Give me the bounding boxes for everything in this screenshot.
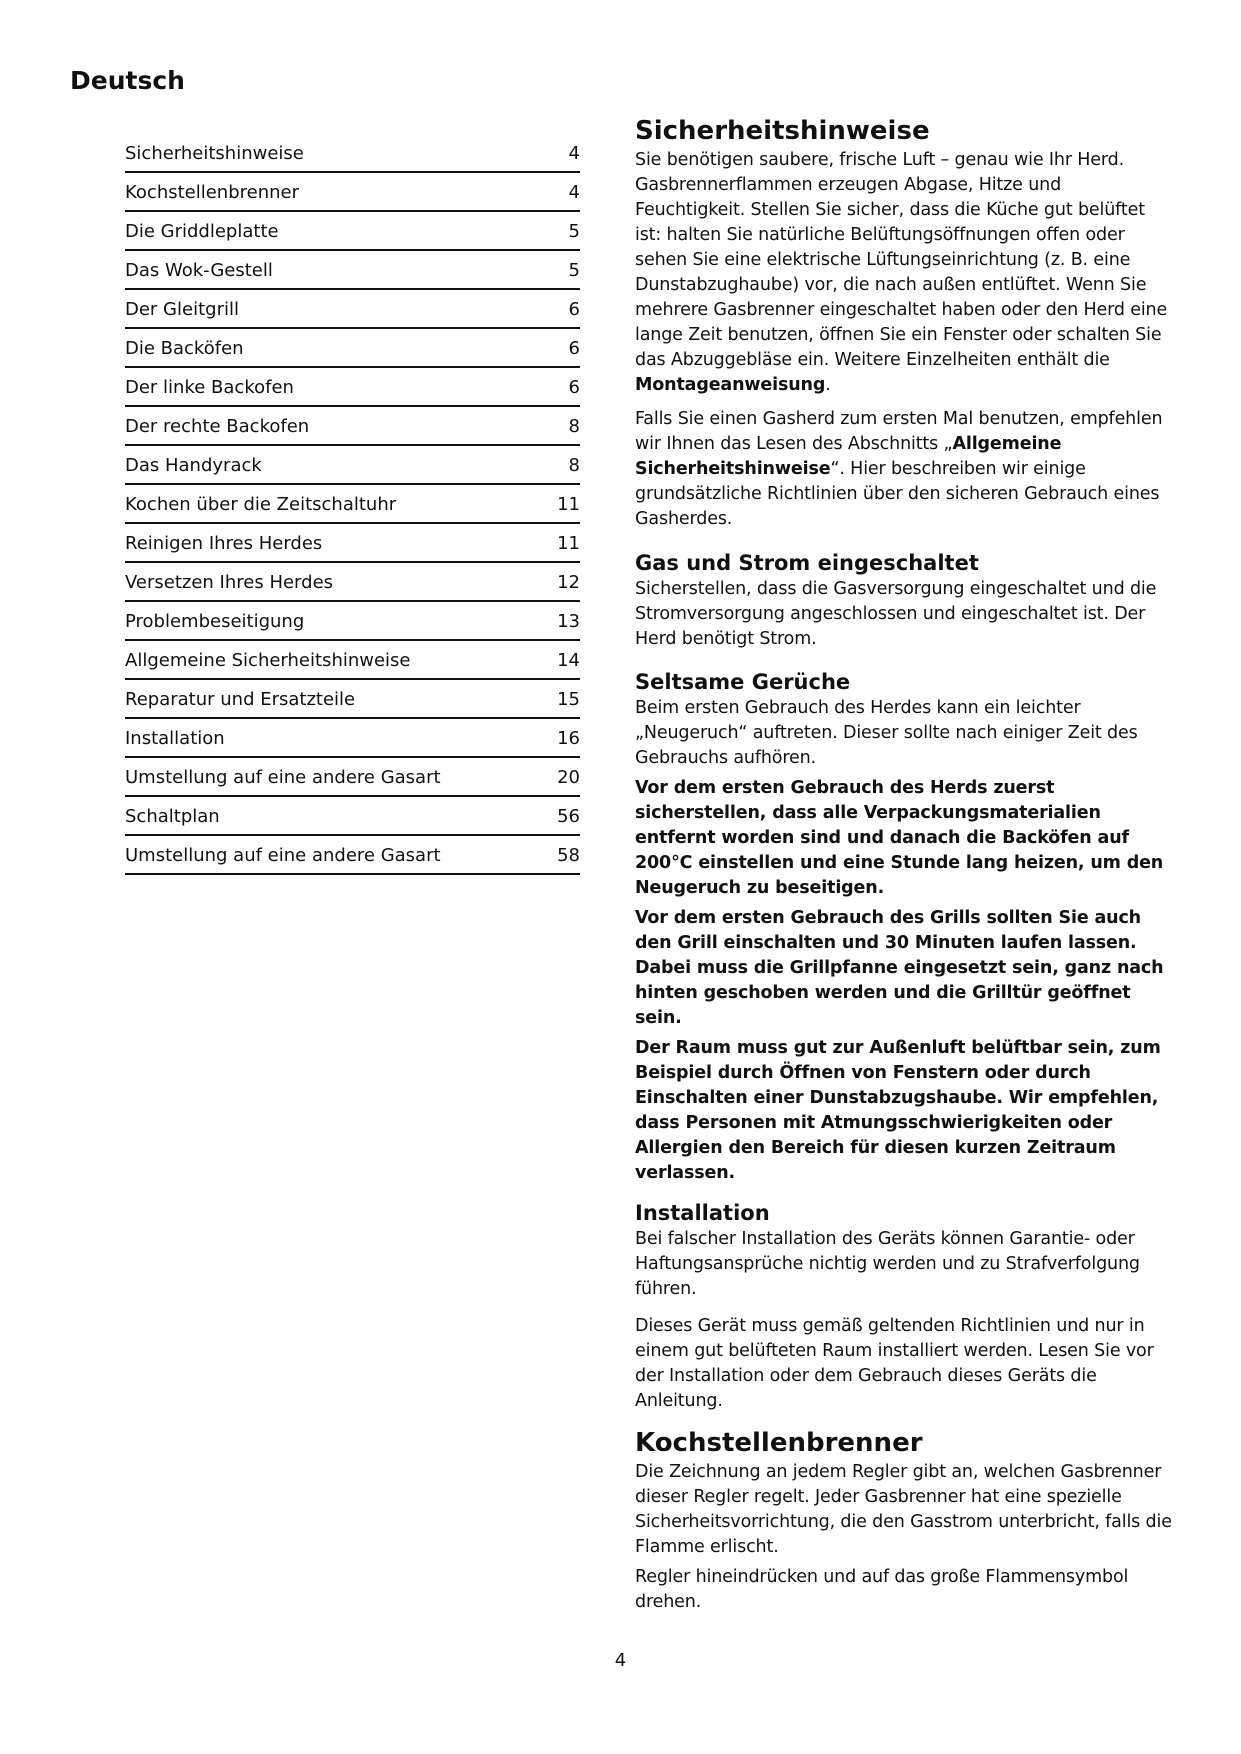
smell-bold-paragraph-2: Vor dem ersten Gebrauch des Grills sollten Sie auch den Grill einschalten und 30 Minuten laufen lassen. Dabei muss die Grillpfanne eingesetzt sein, ganz nach hinten geschoben werden und die Grilltür geöffnet sein. [635, 908, 1164, 1028]
toc-page: 15 [557, 689, 580, 710]
toc-page: 5 [568, 260, 580, 281]
toc-title: Das Wok-Gestell [125, 260, 273, 281]
safety-p1-text: Sie benötigen saubere, frische Luft – genau wie Ihr Herd. Gasbrennerflammen erzeugen Abgase, Hitze und Feuchtigkeit. Stellen Sie sicher, dass die Küche gut belüftet ist: halten Sie natürliche Belüftungsöffnungen offen oder sehen Sie eine elektrische Lüftungseinrichtung (z. B. eine Dunstabzughaube) vor, die nach außen entlüftet. Wenn Sie mehrere Gasbrenner eingeschaltet haben oder den Herd eine lange Zeit benutzen, öffnen Sie ein Fenster oder schalten Sie das Abzuggebläse ein. Weitere Einzelheiten enthält die [635, 150, 1168, 370]
section-burners [635, 1426, 1173, 1615]
section-gas [635, 549, 1173, 652]
toc-title: Versetzen Ihres Herdes [125, 572, 334, 593]
toc-page: 58 [557, 845, 580, 866]
toc-page: 8 [568, 455, 580, 476]
gas-paragraph: Sicherstellen, dass die Gasversorgung eingeschaltet und die Stromversorgung angeschlossen und eingeschaltet ist. Der Herd benötigt Strom. [635, 579, 1157, 649]
toc-page: 14 [557, 650, 580, 671]
toc-entry[interactable] [125, 836, 580, 875]
toc-entry[interactable] [125, 758, 580, 797]
toc-title: Schaltplan [125, 806, 220, 827]
burners-paragraph-2: Regler hineindrücken und auf das große Flammensymbol drehen. [635, 1567, 1129, 1612]
toc-entry[interactable] [125, 407, 580, 446]
gas-heading: Gas und Strom eingeschaltet [635, 551, 979, 575]
toc-page: 12 [557, 572, 580, 593]
section-safety [635, 114, 1173, 532]
toc-title: Kochen über die Zeitschaltuhr [125, 494, 397, 515]
language-heading: Deutsch [70, 66, 185, 95]
toc-entry[interactable] [125, 680, 580, 719]
toc-page: 8 [568, 416, 580, 437]
toc-title: Der Gleitgrill [125, 299, 239, 320]
toc-entry[interactable] [125, 641, 580, 680]
toc-title: Umstellung auf eine andere Gasart [125, 845, 441, 866]
toc-title: Sicherheitshinweise [125, 143, 304, 164]
safety-paragraph-1 [635, 148, 1173, 398]
burners-paragraph-1: Die Zeichnung an jedem Regler gibt an, welchen Gasbrenner dieser Regler regelt. Jeder Gasbrenner hat eine spezielle Sicherheitsvorrichtung, die den Gasstrom unterbricht, falls die Flamme erlischt. [635, 1462, 1172, 1557]
toc-entry[interactable] [125, 251, 580, 290]
safety-p1-bold: Montageanweisung [635, 375, 826, 395]
toc-page: 6 [568, 299, 580, 320]
toc-entry[interactable] [125, 446, 580, 485]
toc-entry[interactable] [125, 173, 580, 212]
section-installation [635, 1199, 1173, 1414]
table-of-contents [125, 134, 580, 875]
toc-entry[interactable] [125, 134, 580, 173]
section-smell [635, 668, 1173, 1186]
safety-p2-text: Falls Sie einen Gasherd zum ersten Mal benutzen, empfehlen wir Ihnen das Lesen des Abschnitts „ [635, 409, 1163, 454]
toc-page: 6 [568, 338, 580, 359]
toc-title: Die Backöfen [125, 338, 244, 359]
toc-entry[interactable] [125, 290, 580, 329]
toc-entry[interactable] [125, 719, 580, 758]
smell-bold-paragraph-3: Der Raum muss gut zur Außenluft belüftbar sein, zum Beispiel durch Öffnen von Fenstern oder durch Einschalten einer Dunstabzugshaube. Wir empfehlen, dass Personen mit Atmungsschwierigkeiten oder Allergien den Bereich für diesen kurzen Zeitraum verlassen. [635, 1038, 1161, 1183]
toc-title: Umstellung auf eine andere Gasart [125, 767, 441, 788]
toc-page: 5 [568, 221, 580, 242]
toc-page: 16 [557, 728, 580, 749]
toc-entry[interactable] [125, 329, 580, 368]
safety-heading: Sicherheitshinweise [635, 116, 930, 146]
smell-paragraph: Beim ersten Gebrauch des Herdes kann ein leichter „Neugeruch“ auftreten. Dieser sollte nach einiger Zeit des Gebrauchs aufhören. [635, 698, 1138, 768]
smell-heading: Seltsame Gerüche [635, 670, 851, 694]
toc-entry[interactable] [125, 485, 580, 524]
toc-page: 4 [568, 143, 580, 164]
toc-title: Reinigen Ihres Herdes [125, 533, 323, 554]
toc-page: 20 [557, 767, 580, 788]
toc-entry[interactable] [125, 524, 580, 563]
toc-title: Kochstellenbrenner [125, 182, 300, 203]
toc-entry[interactable] [125, 797, 580, 836]
installation-paragraph-1: Bei falscher Installation des Geräts können Garantie- oder Haftungsansprüche nichtig werden und zu Strafverfolgung führen. [635, 1229, 1140, 1299]
toc-page: 4 [568, 182, 580, 203]
toc-title: Reparatur und Ersatzteile [125, 689, 356, 710]
page-number: 4 [614, 1650, 627, 1671]
toc-title: Der linke Backofen [125, 377, 294, 398]
toc-page: 6 [568, 377, 580, 398]
installation-paragraph-2: Dieses Gerät muss gemäß geltenden Richtlinien und nur in einem gut belüfteten Raum installiert werden. Lesen Sie vor der Installation oder dem Gebrauch dieses Geräts die Anleitung. [635, 1316, 1154, 1411]
toc-title: Der rechte Backofen [125, 416, 310, 437]
toc-entry[interactable] [125, 602, 580, 641]
toc-entry[interactable] [125, 368, 580, 407]
toc-entry[interactable] [125, 563, 580, 602]
toc-title: Das Handyrack [125, 455, 262, 476]
toc-page: 11 [557, 494, 580, 515]
safety-paragraph-2 [635, 407, 1173, 532]
toc-entry[interactable] [125, 212, 580, 251]
installation-heading: Installation [635, 1201, 770, 1225]
toc-title: Installation [125, 728, 225, 749]
toc-title: Allgemeine Sicherheitshinweise [125, 650, 411, 671]
safety-p2-end: “. Hier beschreiben wir einige grundsätzliche Richtlinien über den sicheren Gebrauch eines Gasherdes. [635, 459, 1160, 529]
toc-title: Problembeseitigung [125, 611, 305, 632]
toc-page: 56 [557, 806, 580, 827]
safety-p1-end: . [825, 375, 831, 395]
smell-bold-paragraph-1: Vor dem ersten Gebrauch des Herds zuerst sicherstellen, dass alle Verpackungsmaterialien entfernt worden sind und danach die Backöfen auf 200°C einstellen und eine Stunde lang heizen, um den Neugeruch zu beseitigen. [635, 778, 1164, 898]
main-content [635, 114, 1173, 1615]
toc-page: 11 [557, 533, 580, 554]
safety-p2-bold: Allgemeine Sicherheitshinweise [635, 434, 1062, 479]
toc-page: 13 [557, 611, 580, 632]
toc-title: Die Griddleplatte [125, 221, 279, 242]
burners-heading: Kochstellenbrenner [635, 1428, 923, 1458]
